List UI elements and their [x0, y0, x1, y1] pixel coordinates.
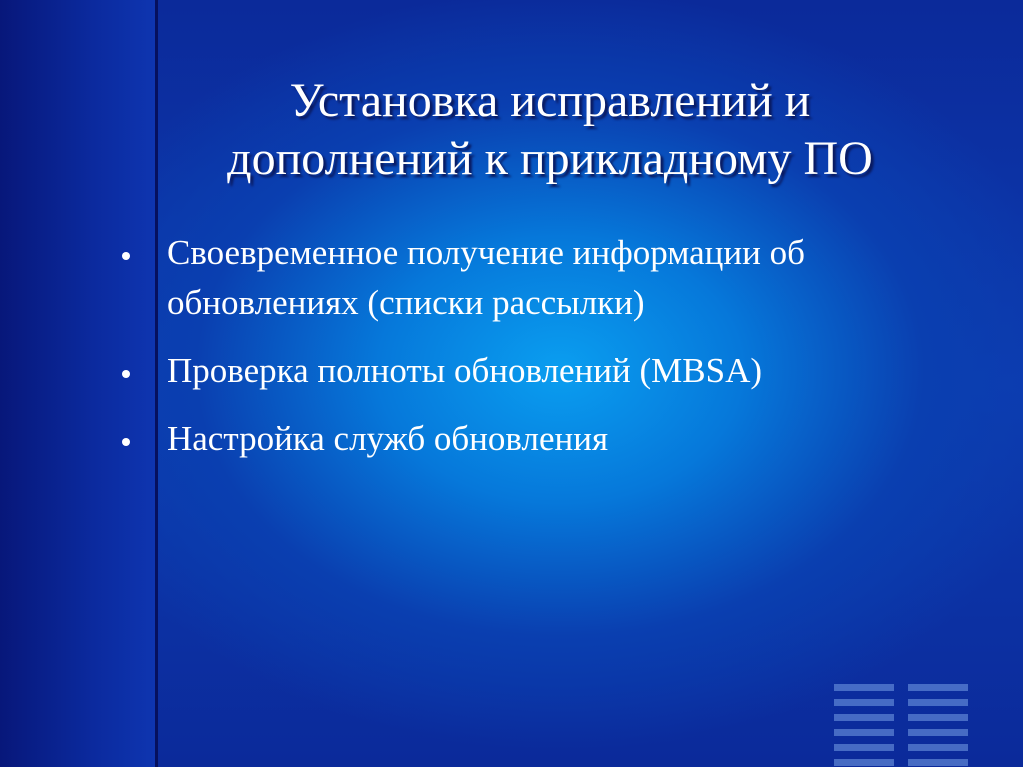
bullet-line: Своевременное получение информации об — [167, 233, 805, 272]
bullet-dot-icon — [122, 252, 130, 260]
bullet-text — [167, 414, 608, 464]
title-line: дополнений к прикладному ПО — [227, 132, 873, 185]
bullet-text — [167, 346, 762, 396]
bullet-item — [110, 346, 950, 396]
bullet-item — [110, 228, 950, 328]
bullet-dot-icon — [122, 370, 130, 378]
bullet-line: Настройка служб обновления — [167, 419, 609, 458]
bullet-dot-icon — [122, 438, 130, 446]
bullet-line: Проверка полноты обновлений (MBSA) — [167, 351, 763, 390]
bullet-list — [110, 228, 950, 482]
stripe-column — [834, 684, 894, 767]
decorative-stripes — [834, 684, 974, 767]
title-line: Установка исправлений и — [289, 74, 811, 127]
slide-title — [140, 72, 960, 188]
bullet-line: обновлениях (списки рассылки) — [167, 283, 645, 322]
bullet-item — [110, 414, 950, 464]
stripe-column — [908, 684, 968, 767]
bullet-text — [167, 228, 805, 328]
